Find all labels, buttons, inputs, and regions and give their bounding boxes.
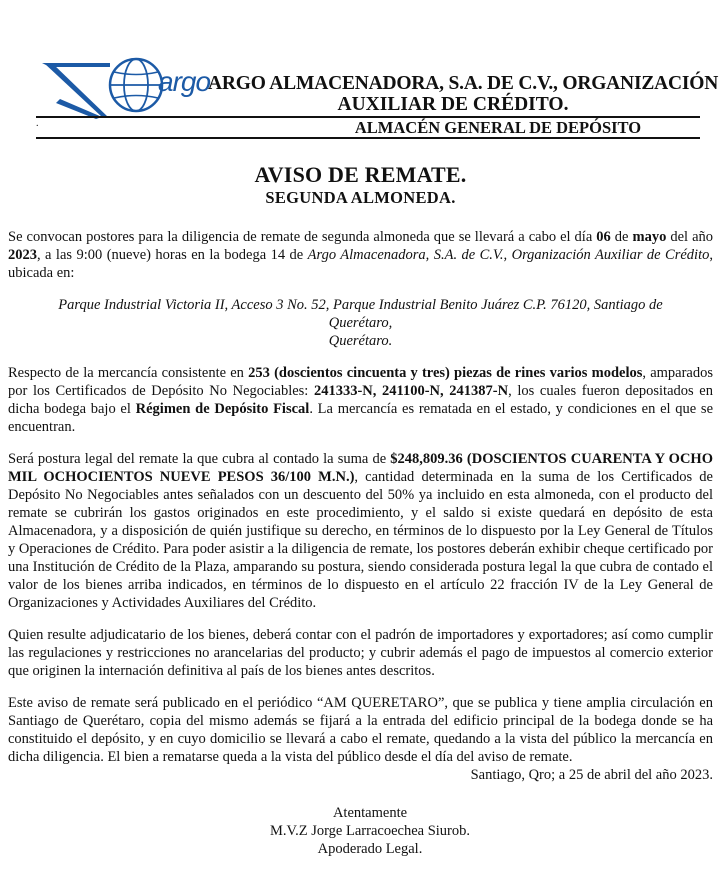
text: , a las 9:00 (nueve) horas en la bodega 14 de [37, 247, 308, 263]
company-name-italic: Argo Almacenadora, S.A. de C.V., Organización Auxiliar de Crédito [307, 247, 710, 263]
letterhead-subtitle: ALMACÉN GENERAL DE DEPÓSITO [354, 118, 642, 137]
signature-closing: Atentamente [332, 805, 408, 821]
letterhead [0, 0, 721, 150]
certificate-numbers: 241333-N, 241100-N, 241387-N [313, 383, 509, 399]
address-line1: Parque Industrial Victoria II, Acceso 3 No. 52, Parque Industrial Benito Juárez C.P. 76120, Santiago de Querétaro, [58, 297, 663, 331]
auction-month: mayo [632, 229, 667, 245]
auction-year: 2023 [8, 247, 37, 263]
text: , amparados por los Certificados de Depósito No Negociables: [8, 365, 714, 399]
text: de [610, 229, 633, 245]
text: Se convocan postores para la diligencia de remate de segunda almoneda que se llevará a cabo el día [8, 229, 597, 245]
text: Será postura legal del remate la que cubra al contado la suma de [8, 451, 391, 467]
text: . La mercancía es rematada en el estado, y condiciones en el que se encuentran. [8, 401, 714, 435]
address-line2: Querétaro. [328, 333, 393, 349]
company-name-line2: AUXILIAR DE CRÉDITO. [337, 94, 569, 115]
page-subtitle: SEGUNDA ALMONEDA. [265, 188, 456, 207]
text: del año [666, 229, 714, 245]
signatory-role: Apoderado Legal. [317, 841, 423, 857]
text: , ubicada en: [8, 247, 713, 281]
bid-amount: $248,809.36 (DOSCIENTOS CUARENTA Y OCHO MIL OCHOCIENTOS NUEVE PESOS 36/100 M.N.) [8, 451, 713, 485]
text: Respecto de la mercancía consistente en [8, 365, 249, 381]
text: , cantidad determinada en la suma de los Certificados de Depósito No Negociables antes señalados con un descuento del 50% ya incluido en esta almoneda, con el producto del remate se cubrirán los gastos originados en este procedimiento, y el saldo si existe quedará en depósito de esta Almacenadora, y a disposición de quién justifique su derecho, en términos de lo dispuesto por la Ley General de Títulos y Operaciones de Crédito. Para poder asistir a la diligencia de remate, los postores deberán exhibir cheque certificado por una Institución de Crédito de la Plaza, amparando su postura, siendo considerada postura legal la que cubra de contado el valor de los bienes arriba indicados, en términos de lo dispuesto en el artículo 22 fracción IV de la Ley General de Organizaciones y Actividades Auxiliares del Crédito. [8, 469, 713, 611]
logo-wordmark: argo [158, 66, 211, 97]
argo-logo-icon [40, 55, 165, 125]
page-title: AVISO DE REMATE. [254, 162, 467, 187]
paragraph-adjudicatee: Quien resulte adjudicatario de los bienes, deberá contar con el padrón de importadores y exportadores; así como cumplir las regulaciones y restricciones no arancelarias del producto; y cubrir además el pago de impuestos al comercio exterior que originen la internación definitiva al país de los bienes antes descritos. [8, 627, 713, 679]
paragraph-legal-bid [8, 450, 713, 612]
paragraph-merchandise [8, 364, 713, 436]
signature-block [250, 804, 490, 858]
header-divider-bottom [36, 137, 700, 139]
auction-day: 06 [596, 229, 611, 245]
company-name-line1: ARGO ALMACENADORA, S.A. DE C.V., ORGANIZACIÓN [208, 73, 719, 94]
auction-address [8, 296, 713, 350]
header-dot: . [36, 118, 39, 129]
paragraph-publication: Este aviso de remate será publicado en el periódico “AM QUERETARO”, que se publica y tiene amplia circulación en Santiago de Querétaro, copia del mismo además se fijará a la entrada del edificio principal de la bodega donde se ha constituido el depósito, y en cuyo domicilio se llevará a cabo el remate, quedando a la vista del público la mercancía en dicha diligencia. El bien a rematarse queda a la vista del público desde el día del aviso de remate. [8, 695, 713, 765]
deposit-regime: Régimen de Depósito Fiscal [135, 401, 310, 417]
text: , los cuales fueron depositados en dicha bodega bajo el [8, 383, 713, 417]
signatory-name: M.V.Z Jorge Larracoechea Siurob. [270, 823, 470, 839]
date-line: Santiago, Qro; a 25 de abril del año 2023. [470, 767, 713, 783]
paragraph-convocation [8, 228, 713, 282]
merchandise-description: 253 (doscientos cincuenta y tres) piezas de rines varios modelos [248, 365, 643, 381]
notice-body [8, 228, 713, 784]
